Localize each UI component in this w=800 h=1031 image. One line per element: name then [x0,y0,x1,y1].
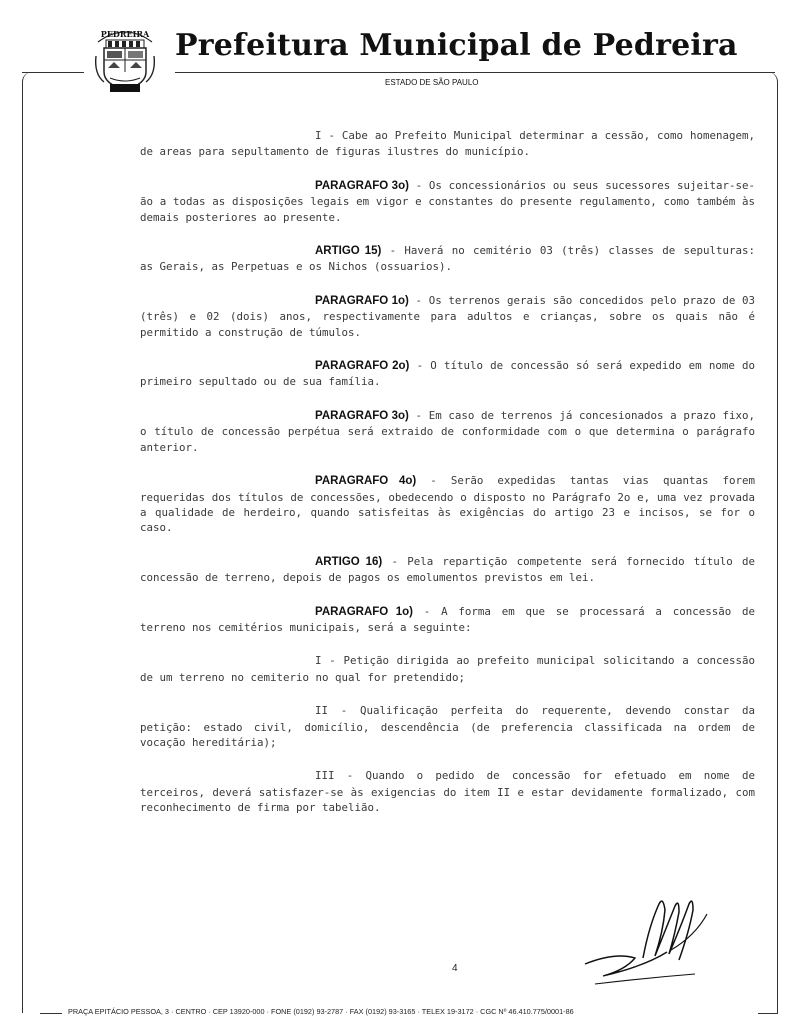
paragraph-label: PARAGRAFO 1o) [315,294,409,307]
paragraph-label: PARAGRAFO 2o) [315,360,410,373]
paragraph-label: PARAGRAFO 3o) [315,179,409,192]
paragraph-text: I - Cabe ao Prefeito Municipal determinar a cessão, como homenagem, de areas para sepultamento de figuras ilustres do município. [140,129,755,159]
crest-text: PEDREIRA [100,29,150,39]
paragraph-text: - O título de concessão só será expedido em nome do primeiro sepultado ou de sua família. [140,359,756,389]
footer-rule-right [758,1013,778,1014]
paragraph-5 [140,358,755,390]
page-title: Prefeitura Municipal de Pedreira [175,28,738,63]
paragraph-11 [140,703,755,750]
page-number: 4 [452,963,458,974]
paragraph-1 [140,128,755,160]
paragraph-label: ARTIGO 16) [315,555,383,568]
paragraph-text: - Pela repartição competente será fornecido título de concessão de terreno, depois de pagos os emolumentos previstos em lei. [140,554,756,585]
paragraph-text: - Em caso de terrenos já concesionados a prazo fixo, o título de concessão perpétua será extraido de conformidade com o que determina o parágrafo anterior. [140,408,756,454]
paragraph-10 [140,653,755,685]
paragraph-text: - Os terrenos gerais são concedidos pelo prazo de 03 (três) e 02 (dois) anos, respectivamente para adultos e crianças, sobre os quais não é permitido a construção de túmulos. [140,293,756,339]
signature-icon [575,886,725,996]
footer-address: PRAÇA EPITÁCIO PESSOA, 3 · CENTRO · CEP 13920-000 · FONE (0192) 93-2787 · FAX (0192) 93-3165 · TELEX 19-3172 · CGC Nº 46.410.775/0001-86 [68,1007,574,1016]
paragraph-text: II - Qualificação perfeita do requerente, devendo constar da petição: estado civil, domicílio, descendência (de preferencia classificada na ordem de vocação hereditária); [140,704,755,749]
footer-rule-left [40,1013,62,1014]
paragraph-text: - Serão expedidas tantas vias quantas forem requeridas dos títulos de concessões, obedecendo o disposto no Parágrafo 2o e, uma vez provada a qualidade de herdeiro, quando satisfeitas às exigências do artigo 23 e incisos, se for o caso. [140,474,756,535]
paragraph-label: PARAGRAFO 1o) [315,605,413,618]
paragraph-4 [140,293,755,340]
paragraph-9 [140,604,755,636]
footer [0,1004,800,1024]
paragraph-text: - Os concessionários ou seus sucessores sujeitar-se-ão a todas as disposições legais em vigor e constantes do presente regulamento, como também às demais posteriores ao presente. [140,178,756,224]
page-subtitle: ESTADO DE SÃO PAULO [385,78,479,87]
paragraph-text: III - Quando o pedido de concessão for efetuado em nome de terceiros, deverá satisfazer-se às exigencias do item II e estar devidamente formalizado, com reconhecimento de firma por tabelião. [140,769,755,815]
document-body [140,128,755,834]
paragraph-3 [140,243,755,275]
paragraph-text: - A forma em que se processará a concessão de terreno nos cemitérios municipais, será a seguinte: [140,604,755,634]
paragraph-6 [140,408,755,455]
paragraph-7 [140,473,755,536]
paragraph-8 [140,554,755,586]
header-rule-right [175,72,775,73]
paragraph-text: - Haverá no cemitério 03 (três) classes de sepulturas: as Gerais, as Perpetuas e os Nichos (ossuarios). [140,244,756,274]
paragraph-text: I - Petição dirigida ao prefeito municipal solicitando a concessão de um terreno no cemiterio no qual for pretendido; [140,654,755,684]
paragraph-label: PARAGRAFO 3o) [315,409,409,422]
paragraph-12 [140,768,755,815]
paragraph-label: PARAGRAFO 4o) [315,475,417,488]
paragraph-2 [140,178,755,225]
paragraph-label: ARTIGO 15) [315,245,382,258]
header-rule-left [22,72,84,73]
